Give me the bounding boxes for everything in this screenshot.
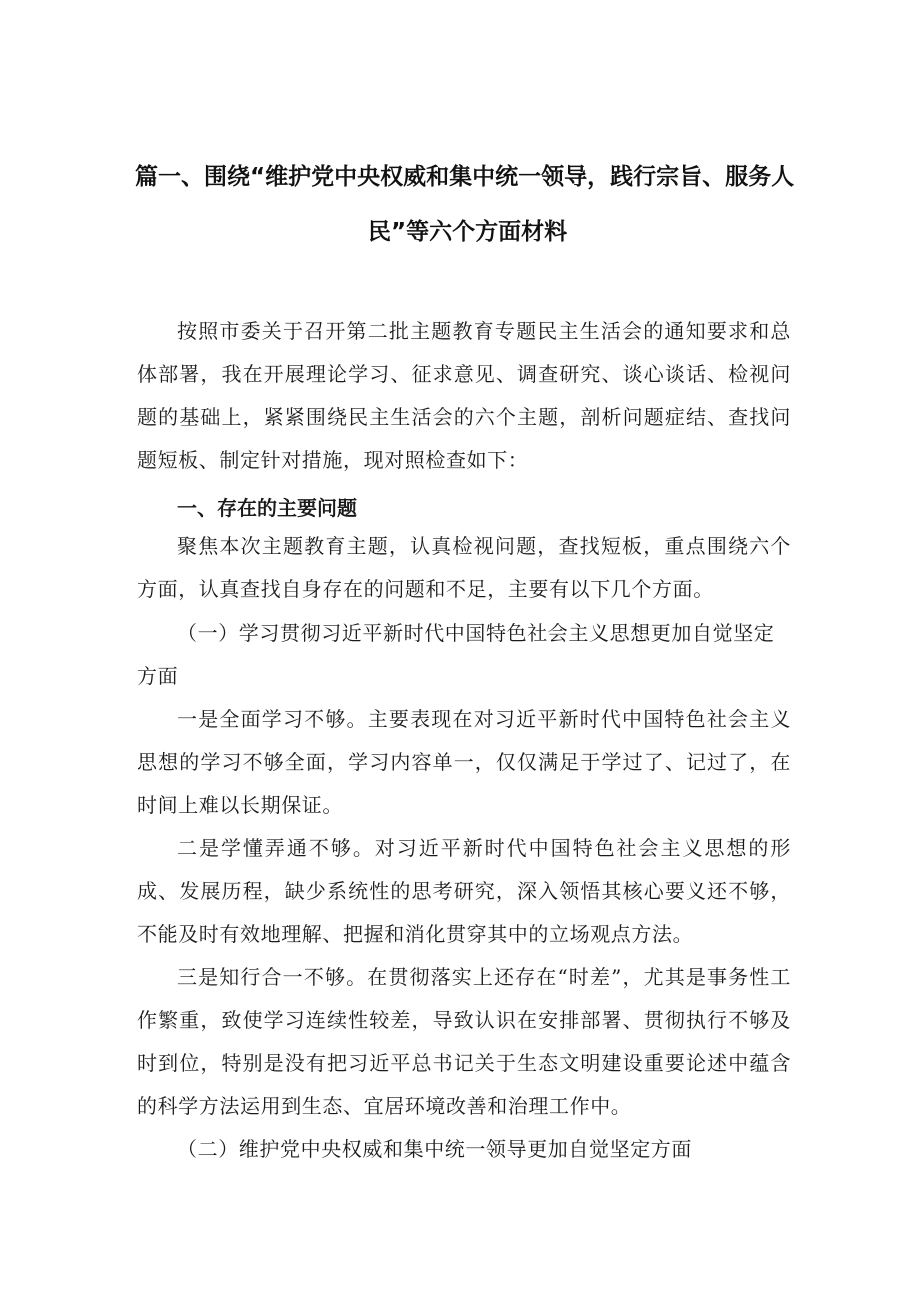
section-1-intro-paragraph: 聚焦本次主题教育主题，认真检视问题，查找短板，重点围绕六个方面，认真查找自身存在的问题和不足，主要有以下几个方面。 <box>137 534 791 601</box>
sub-heading-2 <box>137 1128 791 1171</box>
section-heading-1: 一、存在的主要问题 <box>177 496 357 520</box>
sub-heading-1-text: （一）学习贯彻习近平新时代中国特色社会主义思想更加自觉坚定方面 <box>137 621 775 688</box>
document-title-line-1: 篇一、围绕“维护党中央权威和集中统一领导，践行宗旨、服务人 <box>135 164 795 190</box>
paragraph-2: 二是学懂弄通不够。对习近平新时代中国特色社会主义思想的形成、发展历程，缺少系统性的思考研究，深入领悟其核心要义还不够，不能及时有效地理解、把握和消化贯穿其中的立场观点方法。 <box>137 836 791 946</box>
sub-heading-2-text: （二）维护党中央权威和集中统一领导更加自觉坚定方面 <box>177 1137 692 1161</box>
sub-heading-1 <box>137 612 791 698</box>
intro-paragraph: 按照市委关于召开第二批主题教育专题民主生活会的通知要求和总体部署，我在开展理论学习、征求意见、调查研究、谈心谈话、检视问题的基础上，紧紧围绕民主生活会的六个主题，剖析问题症结、查找问题短板、制定针对措施，现对照检查如下： <box>137 319 791 472</box>
document-title-line-2: 民”等六个方面材料 <box>368 219 568 245</box>
paragraph-3: 三是知行合一不够。在贯彻落实上还存在“时差”，尤其是事务性工作繁重，致使学习连续性较差，导致认识在安排部署、贯彻执行不够及时到位，特别是没有把习近平总书记关于生态文明建设重要论述中蕴含的科学方法运用到生态、宜居环境改善和治理工作中。 <box>137 965 791 1118</box>
paragraph-1: 一是全面学习不够。主要表现在对习近平新时代中国特色社会主义思想的学习不够全面，学习内容单一，仅仅满足于学过了、记过了，在时间上难以长期保证。 <box>137 707 791 817</box>
